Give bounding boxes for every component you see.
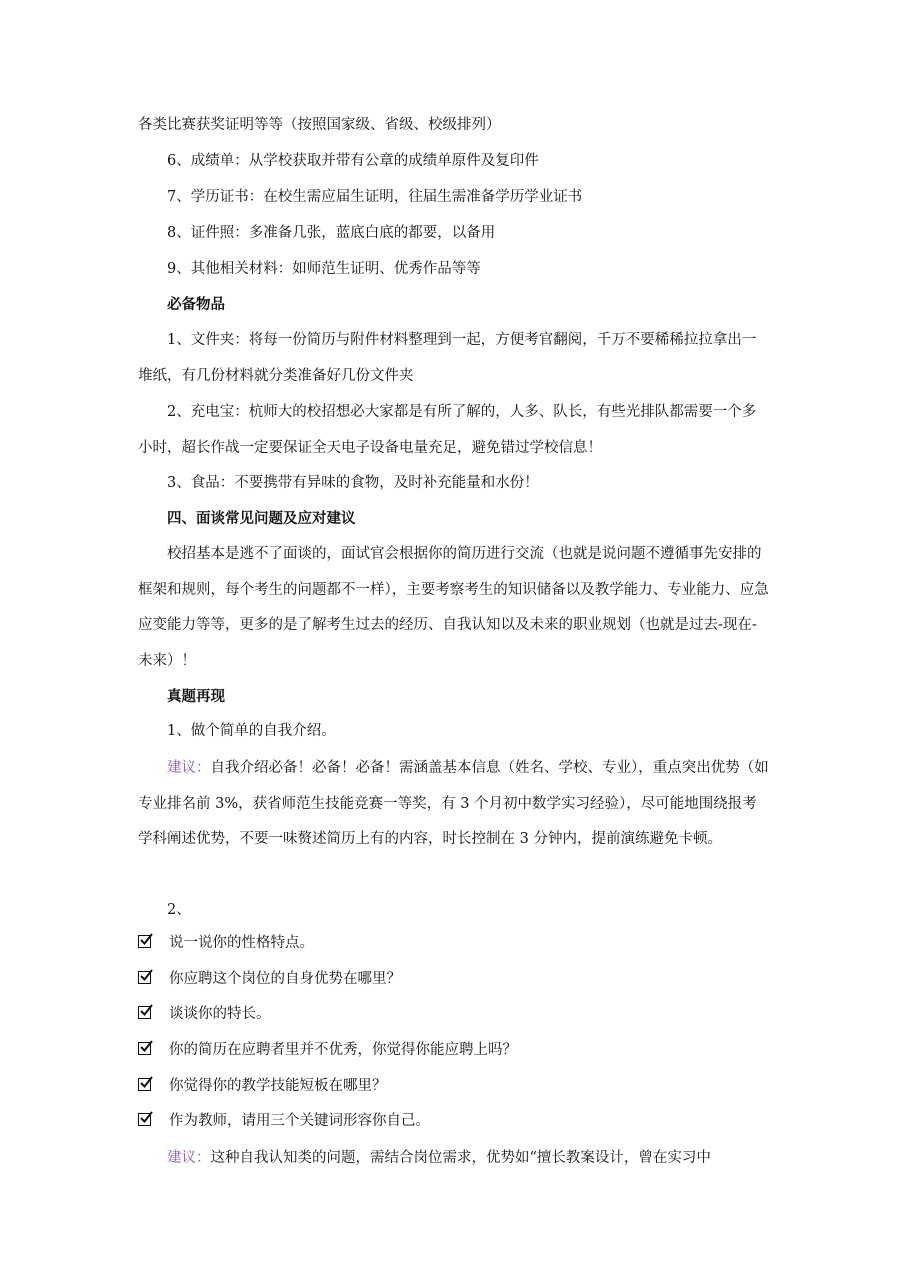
interview-intro: 校招基本是逃不了面谈的，面试官会根据你的简历进行交流（也就是说问题不遵循事先安排的框架和规则，每个考生的问题都不一样），主要考察考生的知识储备以及教学能力、专业能力、应急应变能力等等，更多的是了解考生过去的经历、自我认知以及未来的职业规划（也就是过去-现在-未来）！ [138,546,769,669]
checkbox-checked-icon [138,1113,151,1126]
suggestion-label: 建议： [167,1150,211,1166]
checklist-item [138,1033,770,1068]
suggestion-2 [138,1141,770,1177]
must-have-item-food: 3、食品：不要携带有异味的食物，及时补充能量和水份！ [167,475,539,491]
checkbox-checked-icon [138,971,151,984]
materials-item-other: 9、其他相关材料：如师范生证明、优秀作品等等 [167,261,481,277]
heading-real-questions: 真题再现 [167,688,225,705]
checklist-item-text: 你应聘这个岗位的自身优势在哪里？ [169,971,401,987]
suggestion-2-text: 这种自我认知类的问题，需结合岗位需求，优势如“擅长教案设计，曾在实习中 [210,1150,711,1166]
checkbox-checked-icon [138,935,151,948]
checkbox-checked-icon [138,1042,151,1055]
checkbox-checked-icon [138,1078,151,1091]
checklist-item [138,1104,770,1139]
checklist-item-text: 作为教师，请用三个关键词形容你自己。 [169,1113,430,1129]
question-1: 1、做个简单的自我介绍。 [167,723,336,739]
checklist-item [138,962,770,997]
materials-item-photo: 8、证件照：多准备几张，蓝底白底的都要，以备用 [167,225,496,241]
must-have-item-powerbank: 2、充电宝：杭师大的校招想必大家都是有所了解的，人多、队长，有些光排队都需要一个多小时，超长作战一定要保证全天电子设备电量充足，避免错过学校信息！ [138,404,757,456]
heading-must-have: 必备物品 [167,296,225,313]
checklist-item [138,1069,770,1104]
heading-interview: 四、面谈常见问题及应对建议 [167,510,356,527]
suggestion-1 [138,751,770,858]
checklist-item [138,997,770,1032]
suggestion-label: 建议： [167,760,211,776]
materials-item-degree: 7、学历证书：在校生需应届生证明，往届生需准备学历学业证书 [167,189,583,205]
checklist-item [138,926,770,961]
materials-item-transcript: 6、成绩单：从学校获取并带有公章的成绩单原件及复印件 [167,153,539,169]
checkbox-checked-icon [138,1006,151,1019]
checklist-item-text: 说一说你的性格特点。 [169,935,314,951]
checklist-item-text: 谈谈你的特长。 [169,1006,271,1022]
question-2: 2、 [167,902,191,918]
checklist-item-text: 你觉得你的教学技能短板在哪里？ [169,1078,387,1094]
materials-line-awards: 各类比赛获奖证明等等（按照国家级、省级、校级排列） [138,117,501,133]
checklist-item-text: 你的简历在应聘者里并不优秀，你觉得你能应聘上吗？ [169,1042,517,1058]
must-have-item-folder: 1、文件夹：将每一份简历与附件材料整理到一起，方便考官翻阅，千万不要稀稀拉拉拿出一堆纸，有几份材料就分类准备好几份文件夹 [138,332,757,384]
suggestion-1-text: 自我介绍必备！必备！必备！需涵盖基本信息（姓名、学校、专业），重点突出优势（如 专业排名前 3%，获省师范生技能竞赛一等奖，有 3 个月初中数学实习经验），尽可能地围绕报考学科阐述优势，不要一味赘述简历上有的内容，时长控制在 3 分钟内，提前演练避免卡顿。 [138,760,769,847]
